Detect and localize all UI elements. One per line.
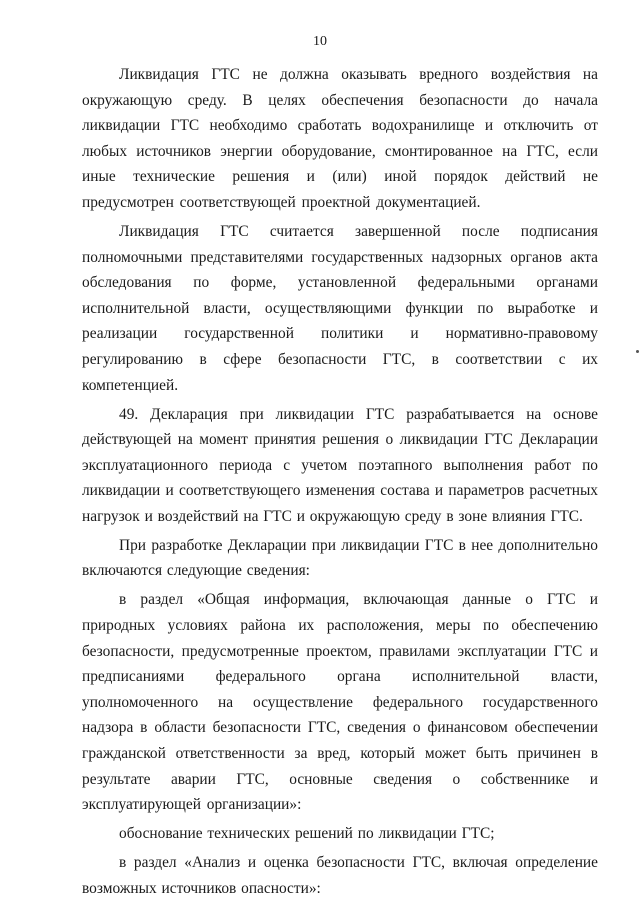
paragraph-liquidation-completion: Ликвидация ГТС считается завершенной после подписания полномочными представителями государственных надзорных органов акта обследования по форме, установленной федеральными органами исполнительной власти, осуществляющими функции по выработке и реализации государственной политики и нормативно-правовому регулированию в сфере безопасности ГТС, в соответствии с их компетенцией. (82, 222, 598, 394)
paragraph-section-safety-analysis: в раздел «Анализ и оценка безопасности ГТС, включая определение возможных источников опасности»: (82, 854, 598, 897)
paragraph-49-declaration: 49. Декларация при ликвидации ГТС разрабатывается на основе действующей на момент принятия решения о ликвидации ГТС Декларации эксплуатационного периода с учетом поэтапного выполнения работ по ликвидации и соответствующего изменения состава и параметров расчетных нагрузок и воздействий на ГТС и окружающую среду в зоне влияния ГТС. (82, 405, 598, 525)
paragraph-additional-info-intro: При разработке Декларации при ликвидации ГТС в нее дополнительно включаются следующие сведения: (82, 536, 598, 580)
document-body (82, 62, 598, 905)
scan-artifact (636, 350, 639, 353)
paragraph-technical-justification: обоснование технических решений по ликвидации ГТС; (119, 825, 495, 843)
paragraph-section-general-info: в раздел «Общая информация, включающая данные о ГТС и природных условиях района их расположения, меры по обеспечению безопасности, предусмотренные проектом, правилами эксплуатации ГТС и предписаниями федерального органа исполнительной власти, уполномоченного на осуществление федерального государственного надзора в области безопасности ГТС, сведения о финансовом обеспечении гражданской ответственности за вред, который может быть причинен в результате аварии ГТС, основные сведения о собственнике и эксплуатирующей организации»: (82, 591, 598, 814)
page-number: 10 (313, 34, 327, 49)
paragraph-liquidation-impact: Ликвидация ГТС не должна оказывать вредного воздействия на окружающую среду. В целях обеспечения безопасности до начала ликвидации ГТС необходимо сработать водохранилище и отключить от любых источников энергии оборудование, смонтированное на ГТС, если иные технические решения и (или) иной порядок действий не предусмотрен соответствующей проектной документацией. (82, 66, 598, 211)
